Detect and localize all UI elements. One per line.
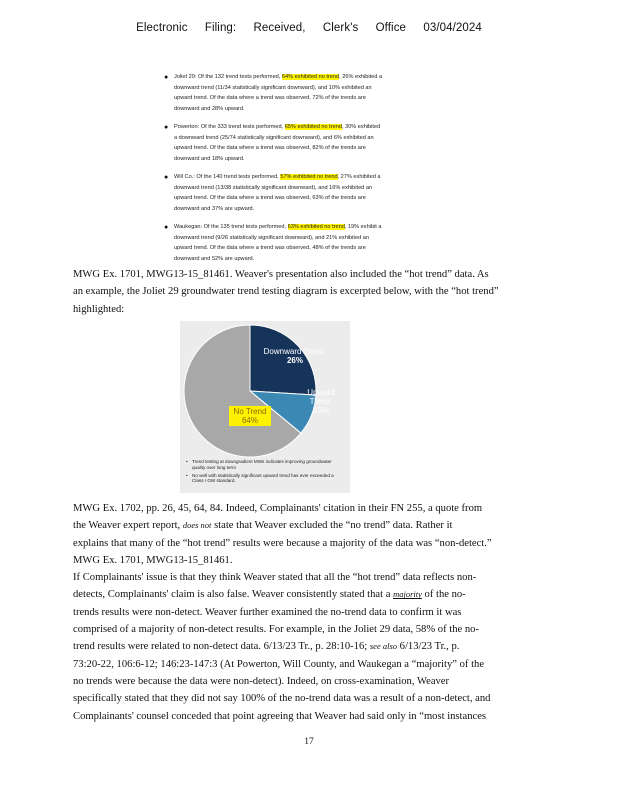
filing-header: Electronic Filing: Received, Clerk's Office 03/04/2024 <box>136 22 482 34</box>
slice-value-label: 26% <box>286 356 304 365</box>
bullet-dot-icon: ● <box>164 73 169 81</box>
text-line: explains that many of the “hot trend” results were because a majority of the data was “non-detect.” <box>73 537 492 549</box>
text-line: comprised of a majority of non-detect results. For example, in the Joliet 29 data, 58% of the no- <box>73 624 479 636</box>
bullet-dot-icon: ● <box>164 173 169 181</box>
text-line: highlighted: <box>73 303 125 315</box>
text-line: MWG Ex. 1702, pp. 26, 45, 64, 84. Indeed, Complainants' citation in their FN 255, a quote from <box>73 503 483 514</box>
slice-value-label: 10% <box>312 406 330 415</box>
bullet-line: upward trend. Of the data where a trend was observed, 48% of the trends are <box>174 245 366 251</box>
highlighted-phrase: 65% exhibited no trend <box>284 124 342 130</box>
paragraph-body <box>73 500 541 725</box>
bullet-line: downward trend (13/38 statistically significant downward), and 16% exhibited an <box>174 184 373 191</box>
slice-label: No Trend <box>233 407 267 416</box>
text-line <box>73 586 541 603</box>
italic-emphasis: does not <box>182 520 212 531</box>
chart-note: • Trend testing at downgradient MWs indicates improving groundwater quality over long term <box>186 459 346 471</box>
text-line <box>73 638 541 655</box>
bullet-item <box>164 122 426 164</box>
bullet-item <box>164 222 426 264</box>
slice-value-label: 64% <box>241 416 259 425</box>
pie-chart-figure <box>180 321 350 493</box>
text-line <box>73 517 541 534</box>
bullet-line: downward and 18% upward. <box>174 155 245 162</box>
bullet-line: a downward trend (25/74 statistically significant downward), and 6% exhibited an <box>174 134 374 141</box>
text-line: MWG Ex. 1701, MWG13-15_81461. Weaver's presentation also included the “hot trend” data. As <box>73 269 489 280</box>
bullet-line: downward and 28% upward. <box>174 105 245 112</box>
slice-label: Upward <box>307 388 335 397</box>
bullet-line: downward trend (9/26 statistically significant downward), and 21% exhibited an <box>174 234 369 241</box>
text-line: If Complainants' issue is that they think Weaver stated that all the “hot trend” data reflects non- <box>73 572 477 584</box>
text-run: detects, Complainants' claim is also false. Weaver consistently stated that a <box>73 589 394 601</box>
text-run: state that Weaver excluded the “no trend” data. Rather it <box>211 520 453 532</box>
text-run: the Weaver expert report, <box>73 520 183 532</box>
bullet-item <box>164 172 426 214</box>
text-run: 6/13/23 Tr., p. <box>397 641 460 653</box>
page-number: 17 <box>304 737 314 747</box>
bullet-dot-icon: ● <box>164 123 169 131</box>
chart-notes <box>186 459 346 486</box>
bullet-line: downward trend (11/34 statistically significant downward), and 10% exhibited an <box>174 84 372 91</box>
bullet-line: downward and 37% are upward. <box>174 205 255 212</box>
bullet-line: downward and 52% are upward. <box>174 255 255 262</box>
text-line: 73:20-22, 106:6-12; 146:23-147:3 (At Powerton, Will County, and Waukegan a “majority” of the <box>73 658 485 670</box>
pie-chart <box>180 321 350 459</box>
bullet-item <box>164 72 426 114</box>
bullet-line: upward trend. Of the data where a trend was observed, 72% of the trends are <box>174 95 366 101</box>
text-line: MWG Ex. 1701, MWG13-15_81461. <box>73 554 233 566</box>
bullet-list <box>164 72 426 272</box>
slice-label: Trend, <box>309 397 333 406</box>
text-line: an example, the Joliet 29 groundwater trend testing diagram is excerpted below, with the “hot trend” <box>73 286 499 298</box>
bullet-line: upward trend. Of the data where a trend was observed, 63% of the trends are <box>174 195 366 201</box>
highlighted-phrase: 64% exhibited no trend <box>281 74 340 80</box>
bullet-line: Joliet 29: Of the 132 trend tests performed, 64% exhibited no trend, 26% exhibited a <box>174 74 383 80</box>
text-run: of the no- <box>421 589 466 601</box>
paragraph-intro <box>73 266 541 318</box>
highlighted-phrase: 63% exhibited no trend <box>287 224 345 230</box>
bullet-line: Powerton: Of the 333 trend tests performed, 65% exhibited no trend, 30% exhibited <box>174 124 381 130</box>
pie-slice <box>250 325 316 395</box>
text-line: specifically stated that they did not say 100% of the no-trend data was a result of a non-detect, and <box>73 693 491 705</box>
bullet-dot-icon: ● <box>164 223 169 231</box>
text-line: no trends were because the data were non-detect). Indeed, on cross-examination, Weaver <box>73 675 450 687</box>
text-line: trends results were non-detect. Weaver further examined the no-trend data to confirm it was <box>73 606 462 618</box>
slice-label: Downward Trend, <box>263 347 327 356</box>
bullet-line: upward trend. Of the data where a trend was observed, 82% of the trends are <box>174 145 366 151</box>
chart-note: • No well with statistically significant upward trend has ever exceeded a Class I GW standard. <box>186 473 346 485</box>
italic-emphasis: majority <box>393 589 422 600</box>
highlighted-phrase: 57% exhibited no trend <box>280 174 338 180</box>
bullet-line: Will Co.: Of the 140 trend tests performed, 57% exhibited no trend, 27% exhibited a <box>174 174 381 180</box>
bullet-line: Waukegan: Of the 135 trend tests performed, 63% exhibited no trend, 19% exhibit a <box>174 224 382 230</box>
italic-emphasis: see also <box>369 641 398 652</box>
text-run: trend results were related to non-detect data. 6/13/23 Tr., p. 28:10-16; <box>73 641 370 653</box>
text-line: Complainants' counsel conceded that point agreeing that Weaver had said only in “most instances <box>73 710 487 722</box>
